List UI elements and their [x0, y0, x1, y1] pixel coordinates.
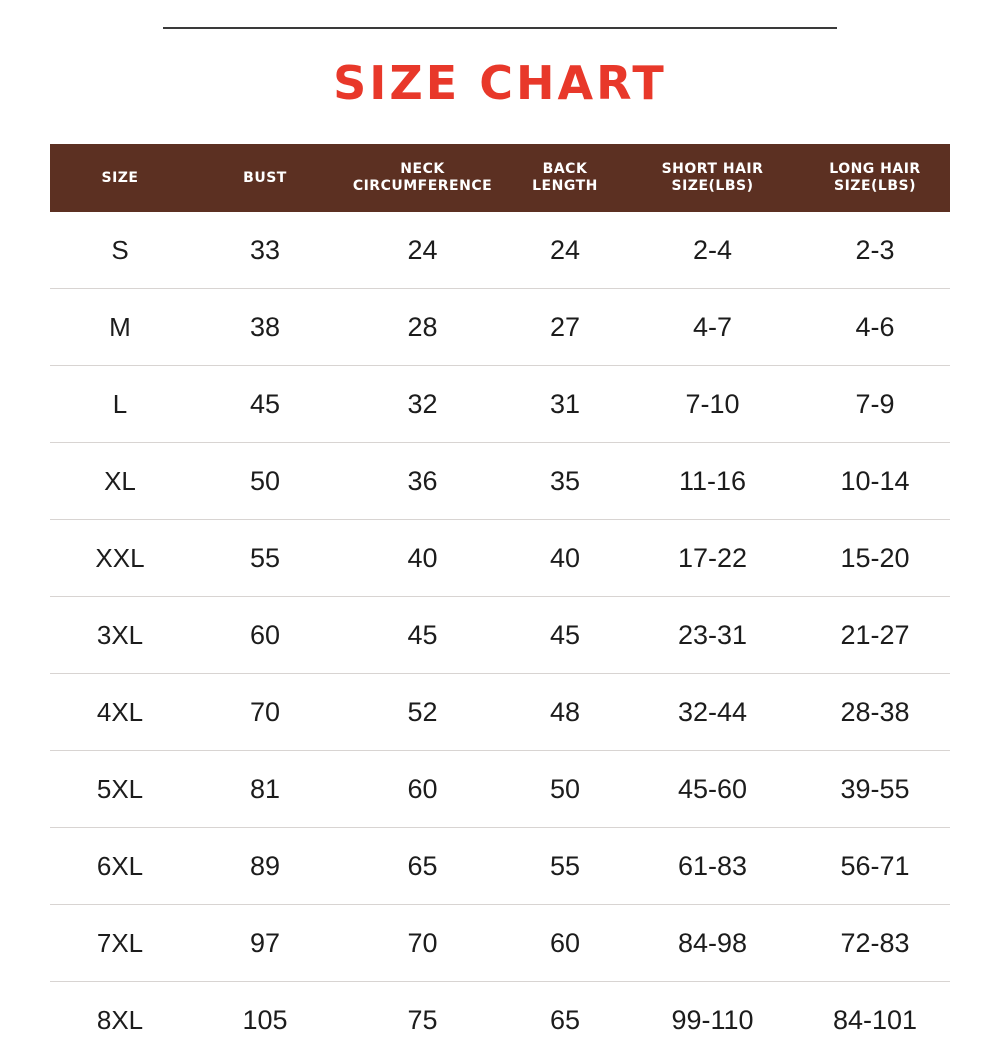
- cell-bust: 97: [190, 905, 340, 982]
- cell-bust: 33: [190, 212, 340, 289]
- cell-neck: 60: [340, 751, 505, 828]
- cell-size: XL: [50, 443, 190, 520]
- cell-short-hair: 99-110: [625, 982, 800, 1058]
- cell-long-hair: 56-71: [800, 828, 950, 905]
- table-row: [50, 597, 950, 674]
- cell-neck: 36: [340, 443, 505, 520]
- table-row: [50, 751, 950, 828]
- column-header-size: [50, 144, 190, 212]
- cell-back: 55: [505, 828, 625, 905]
- column-header-neck-line1: NECK: [344, 161, 501, 178]
- table-row: [50, 520, 950, 597]
- cell-size: XXL: [50, 520, 190, 597]
- cell-short-hair: 4-7: [625, 289, 800, 366]
- table-row: [50, 674, 950, 751]
- cell-long-hair: 21-27: [800, 597, 950, 674]
- cell-long-hair: 72-83: [800, 905, 950, 982]
- cell-long-hair: 39-55: [800, 751, 950, 828]
- cell-back: 40: [505, 520, 625, 597]
- cell-back: 27: [505, 289, 625, 366]
- page-title: SIZE CHART: [0, 56, 1000, 110]
- table-row: [50, 982, 950, 1058]
- cell-bust: 60: [190, 597, 340, 674]
- cell-size: S: [50, 212, 190, 289]
- table-row: [50, 905, 950, 982]
- cell-back: 31: [505, 366, 625, 443]
- column-header-long-hair-size: [800, 144, 950, 212]
- table-row: [50, 828, 950, 905]
- cell-size: L: [50, 366, 190, 443]
- cell-back: 45: [505, 597, 625, 674]
- column-header-back-line2: LENGTH: [509, 178, 621, 195]
- size-chart-table: [50, 144, 950, 1058]
- cell-back: 24: [505, 212, 625, 289]
- cell-bust: 89: [190, 828, 340, 905]
- table-row: [50, 366, 950, 443]
- column-header-bust-line1: BUST: [194, 170, 336, 187]
- cell-neck: 75: [340, 982, 505, 1058]
- table-row: [50, 443, 950, 520]
- cell-back: 48: [505, 674, 625, 751]
- cell-long-hair: 15-20: [800, 520, 950, 597]
- table-header: [50, 144, 950, 212]
- table-header-row: [50, 144, 950, 212]
- cell-size: M: [50, 289, 190, 366]
- cell-neck: 65: [340, 828, 505, 905]
- cell-size: 3XL: [50, 597, 190, 674]
- cell-long-hair: 2-3: [800, 212, 950, 289]
- column-header-long-hair-line2: SIZE(LBS): [804, 178, 946, 195]
- cell-neck: 24: [340, 212, 505, 289]
- cell-short-hair: 2-4: [625, 212, 800, 289]
- column-header-bust: [190, 144, 340, 212]
- cell-back: 50: [505, 751, 625, 828]
- table-row: [50, 289, 950, 366]
- column-header-back-line1: BACK: [509, 161, 621, 178]
- cell-short-hair: 23-31: [625, 597, 800, 674]
- cell-long-hair: 7-9: [800, 366, 950, 443]
- cell-short-hair: 45-60: [625, 751, 800, 828]
- cell-size: 4XL: [50, 674, 190, 751]
- cell-neck: 45: [340, 597, 505, 674]
- cell-size: 6XL: [50, 828, 190, 905]
- cell-neck: 40: [340, 520, 505, 597]
- cell-bust: 45: [190, 366, 340, 443]
- cell-long-hair: 4-6: [800, 289, 950, 366]
- cell-long-hair: 28-38: [800, 674, 950, 751]
- cell-neck: 52: [340, 674, 505, 751]
- cell-short-hair: 11-16: [625, 443, 800, 520]
- cell-short-hair: 7-10: [625, 366, 800, 443]
- cell-short-hair: 32-44: [625, 674, 800, 751]
- cell-size: 8XL: [50, 982, 190, 1058]
- top-divider: [163, 27, 837, 29]
- column-header-long-hair-line1: LONG HAIR: [804, 161, 946, 178]
- cell-size: 5XL: [50, 751, 190, 828]
- table-body: [50, 212, 950, 1058]
- cell-neck: 28: [340, 289, 505, 366]
- column-header-neck-line2: CIRCUMFERENCE: [344, 178, 501, 195]
- table-row: [50, 212, 950, 289]
- cell-bust: 105: [190, 982, 340, 1058]
- cell-bust: 38: [190, 289, 340, 366]
- cell-short-hair: 17-22: [625, 520, 800, 597]
- cell-bust: 70: [190, 674, 340, 751]
- cell-neck: 70: [340, 905, 505, 982]
- cell-long-hair: 10-14: [800, 443, 950, 520]
- cell-bust: 81: [190, 751, 340, 828]
- cell-size: 7XL: [50, 905, 190, 982]
- column-header-back-length: [505, 144, 625, 212]
- cell-bust: 55: [190, 520, 340, 597]
- cell-bust: 50: [190, 443, 340, 520]
- column-header-short-hair-line1: SHORT HAIR: [629, 161, 796, 178]
- size-chart-table-container: [50, 144, 950, 1058]
- cell-back: 35: [505, 443, 625, 520]
- cell-neck: 32: [340, 366, 505, 443]
- cell-long-hair: 84-101: [800, 982, 950, 1058]
- cell-back: 65: [505, 982, 625, 1058]
- column-header-short-hair-size: [625, 144, 800, 212]
- cell-back: 60: [505, 905, 625, 982]
- cell-short-hair: 61-83: [625, 828, 800, 905]
- column-header-size-line1: SIZE: [54, 170, 186, 187]
- cell-short-hair: 84-98: [625, 905, 800, 982]
- column-header-neck-circumference: [340, 144, 505, 212]
- column-header-short-hair-line2: SIZE(LBS): [629, 178, 796, 195]
